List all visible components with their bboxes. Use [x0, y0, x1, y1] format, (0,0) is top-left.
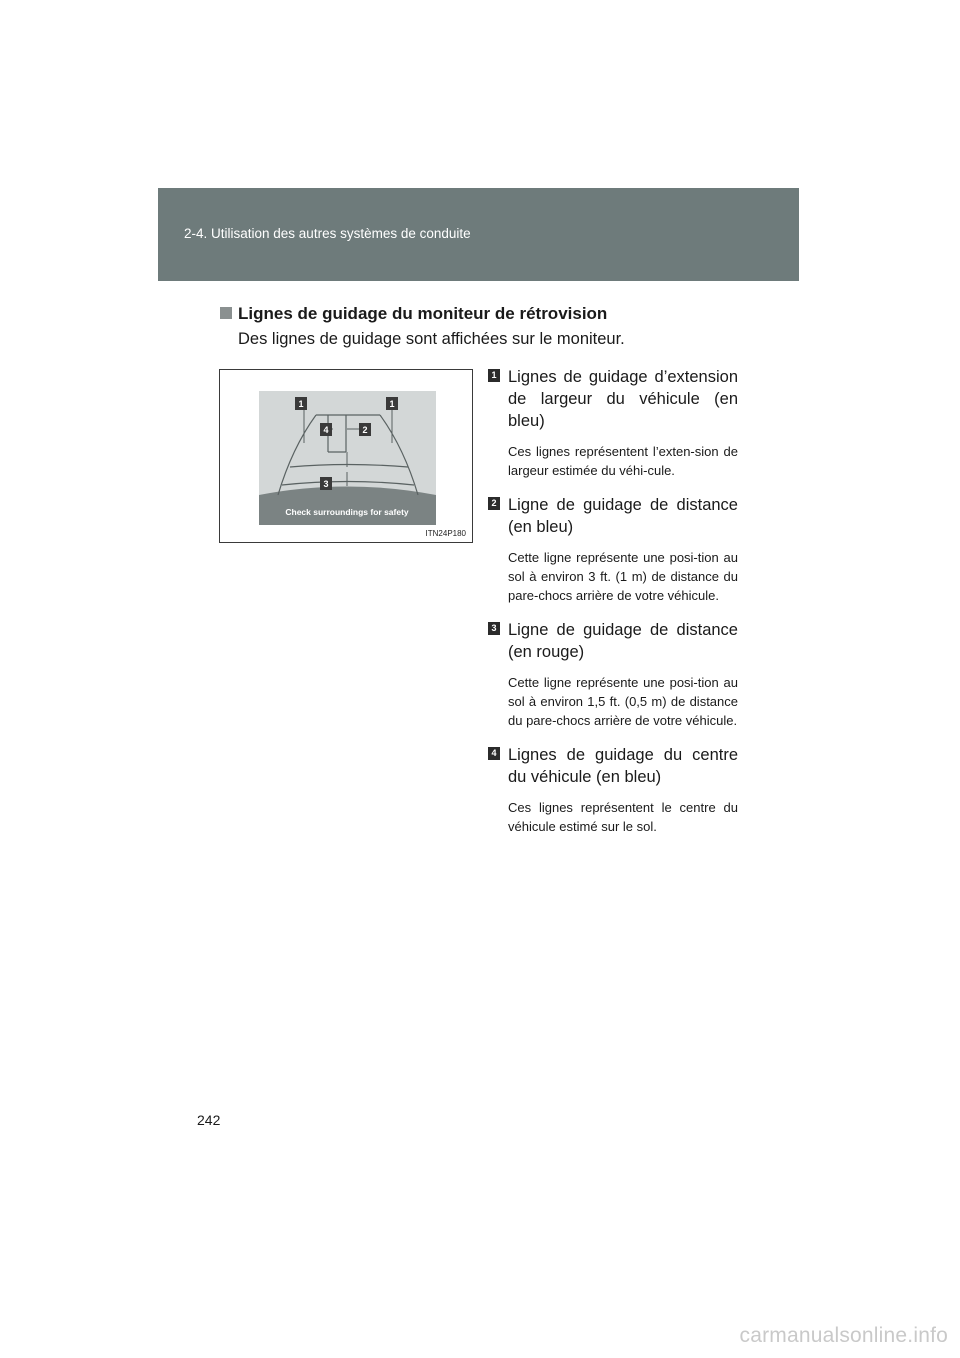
chapter-section-title: 2-4. Utilisation des autres systèmes de conduite — [184, 226, 471, 241]
number-4-icon: 4 — [488, 747, 500, 760]
item-description: Cette ligne représente une posi-tion au sol à environ 3 ft. (1 m) de distance du pare-chocs arrière de votre véhicule. — [508, 550, 738, 603]
item-title: Lignes de guidage du centre du véhicule (en bleu) — [508, 746, 738, 786]
callout-1-left: 1 — [298, 399, 304, 409]
figure-code: ITN24P180 — [425, 529, 466, 538]
callout-4: 4 — [323, 425, 329, 435]
section-intro: Des lignes de guidage sont affichées sur le moniteur. — [238, 330, 625, 348]
callout-2: 2 — [362, 425, 368, 435]
guide-line-list — [488, 366, 738, 850]
list-item — [488, 619, 738, 730]
list-item — [488, 494, 738, 605]
chapter-header-band — [158, 188, 799, 281]
item-title: Lignes de guidage d’extension de largeur du véhicule (en bleu) — [508, 368, 738, 430]
item-description: Ces lignes représentent le centre du véhicule estimé sur le sol. — [508, 800, 738, 834]
item-description: Cette ligne représente une posi-tion au sol à environ 1,5 ft. (0,5 m) de distance du pare-chocs arrière de votre véhicule. — [508, 675, 738, 728]
square-bullet-icon — [220, 307, 232, 319]
callout-3: 3 — [323, 479, 329, 489]
monitor-illustration — [220, 370, 474, 544]
section-heading — [220, 304, 607, 324]
page-number: 242 — [197, 1112, 221, 1128]
number-2-icon: 2 — [488, 497, 500, 510]
list-item — [488, 744, 738, 836]
number-1-icon: 1 — [488, 369, 500, 382]
item-title: Ligne de guidage de distance (en rouge) — [508, 621, 738, 661]
callout-1-right: 1 — [389, 399, 395, 409]
banner-text: Check surroundings for safety — [285, 507, 409, 517]
section-heading-text: Lignes de guidage du moniteur de rétrovision — [238, 304, 608, 323]
rear-view-monitor-figure — [219, 369, 473, 543]
number-3-icon: 3 — [488, 622, 500, 635]
list-item — [488, 366, 738, 480]
item-description: Ces lignes représentent l’exten-sion de largeur estimée du véhi-cule. — [508, 444, 738, 478]
watermark: carmanualsonline.info — [739, 1324, 948, 1347]
item-title: Ligne de guidage de distance (en bleu) — [508, 496, 738, 536]
